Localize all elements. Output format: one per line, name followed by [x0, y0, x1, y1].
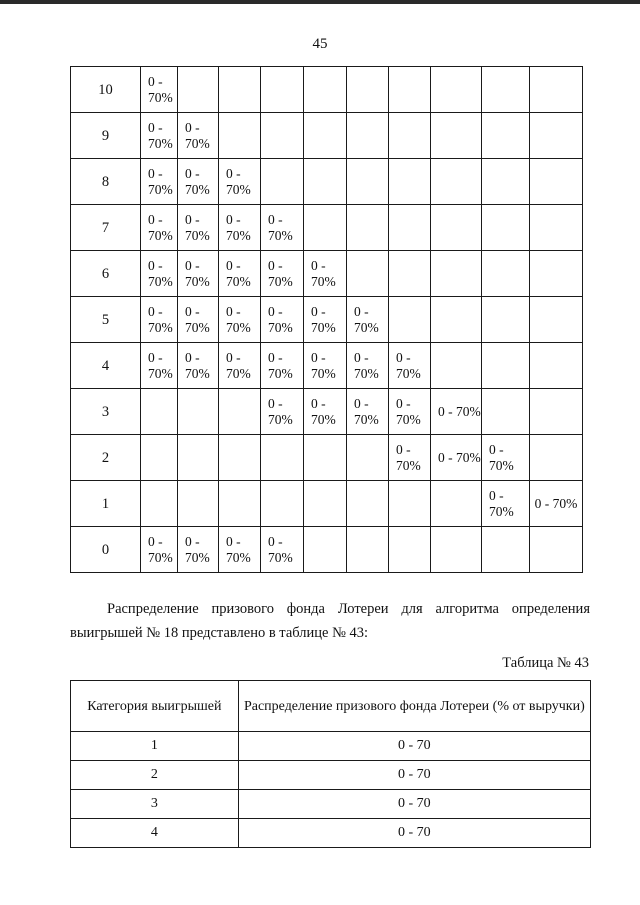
prize-distribution-grid: [70, 66, 583, 573]
grid-cell: 0 - 70%: [141, 205, 178, 251]
value-cell: 0 - 70: [238, 790, 590, 819]
grid-cell: [530, 343, 583, 389]
grid-cell: [431, 481, 482, 527]
grid-cell: [530, 527, 583, 573]
grid-cell: [530, 113, 583, 159]
grid-cell: 0 - 70%: [178, 205, 219, 251]
grid-cell: [530, 389, 583, 435]
grid-cell: 0 - 70%: [178, 251, 219, 297]
grid-cell: 0 - 70%: [261, 343, 304, 389]
grid-cell: [219, 435, 261, 481]
grid-cell: 0 - 70%: [347, 297, 389, 343]
grid-cell: [389, 67, 431, 113]
grid-cell: [431, 67, 482, 113]
distribution-row: [71, 732, 591, 761]
grid-cell: [389, 113, 431, 159]
grid-row-label: 2: [71, 435, 141, 481]
value-cell: 0 - 70: [238, 732, 590, 761]
grid-cell: [347, 67, 389, 113]
grid-cell: [482, 113, 530, 159]
grid-row: [71, 297, 583, 343]
grid-cell: 0 - 70%: [304, 389, 347, 435]
grid-cell: [261, 113, 304, 159]
grid-cell: 0 - 70%: [141, 159, 178, 205]
page-top-edge: [0, 0, 640, 4]
grid-cell: 0 - 70%: [261, 527, 304, 573]
grid-cell: [389, 251, 431, 297]
grid-row-label: 10: [71, 67, 141, 113]
grid-cell: [347, 113, 389, 159]
value-cell: 0 - 70: [238, 761, 590, 790]
grid-cell: [431, 343, 482, 389]
grid-row-label: 0: [71, 527, 141, 573]
category-cell: 4: [71, 819, 239, 848]
grid-cell: 0 - 70%: [304, 297, 347, 343]
grid-cell: 0 - 70%: [219, 251, 261, 297]
grid-cell: 0 - 70%: [219, 159, 261, 205]
grid-cell: [530, 251, 583, 297]
grid-row: [71, 343, 583, 389]
grid-cell: [219, 113, 261, 159]
grid-cell: [530, 205, 583, 251]
grid-cell: 0 - 70%: [389, 343, 431, 389]
grid-cell: [304, 435, 347, 481]
grid-cell: 0 - 70%: [431, 389, 482, 435]
grid-cell: [431, 113, 482, 159]
grid-cell: [261, 159, 304, 205]
grid-cell: [304, 159, 347, 205]
grid-cell: 0 - 70%: [482, 435, 530, 481]
grid-cell: 0 - 70%: [141, 343, 178, 389]
grid-cell: [141, 481, 178, 527]
grid-row: [71, 435, 583, 481]
grid-cell: 0 - 70%: [178, 159, 219, 205]
distribution-row: [71, 790, 591, 819]
grid-cell: [431, 297, 482, 343]
grid-row-label: 7: [71, 205, 141, 251]
grid-cell: [141, 389, 178, 435]
grid-row: [71, 205, 583, 251]
grid-cell: [389, 297, 431, 343]
grid-cell: 0 - 70%: [219, 527, 261, 573]
grid-cell: [141, 435, 178, 481]
grid-cell: [482, 251, 530, 297]
grid-row: [71, 527, 583, 573]
grid-cell: 0 - 70%: [389, 389, 431, 435]
grid-cell: [304, 205, 347, 251]
table-caption: Таблица № 43: [502, 655, 589, 671]
grid-cell: 0 - 70%: [389, 435, 431, 481]
distribution-row: [71, 819, 591, 848]
grid-cell: [347, 205, 389, 251]
header-distribution: Распределение призового фонда Лотереи (% от выручки): [238, 681, 590, 732]
grid-cell: [347, 435, 389, 481]
grid-cell: 0 - 70%: [431, 435, 482, 481]
grid-row-label: 1: [71, 481, 141, 527]
grid-row-label: 8: [71, 159, 141, 205]
grid-cell: [178, 481, 219, 527]
grid-row: [71, 113, 583, 159]
grid-cell: [431, 251, 482, 297]
grid-row-label: 4: [71, 343, 141, 389]
grid-cell: [482, 159, 530, 205]
grid-cell: [304, 481, 347, 527]
grid-cell: 0 - 70%: [347, 389, 389, 435]
header-category: Категория выигрышей: [71, 681, 239, 732]
grid-cell: 0 - 70%: [141, 527, 178, 573]
grid-cell: [178, 435, 219, 481]
grid-cell: [431, 527, 482, 573]
grid-row: [71, 481, 583, 527]
category-cell: 3: [71, 790, 239, 819]
grid-cell: [482, 297, 530, 343]
grid-cell: [261, 435, 304, 481]
grid-cell: [389, 481, 431, 527]
grid-cell: 0 - 70%: [141, 67, 178, 113]
grid-cell: 0 - 70%: [141, 251, 178, 297]
grid-cell: [178, 67, 219, 113]
grid-cell: [261, 67, 304, 113]
grid-cell: [219, 481, 261, 527]
grid-cell: [530, 435, 583, 481]
grid-cell: [304, 67, 347, 113]
page-number: 45: [312, 36, 328, 52]
distribution-table: [70, 680, 591, 848]
grid-cell: [482, 67, 530, 113]
grid-cell: [530, 67, 583, 113]
category-cell: 1: [71, 732, 239, 761]
grid-cell: 0 - 70%: [261, 205, 304, 251]
paragraph-line-1: Распределение призового фонда Лотереи для алгоритма определения: [107, 601, 590, 617]
grid-row: [71, 389, 583, 435]
grid-cell: 0 - 70%: [482, 481, 530, 527]
grid-row-label: 9: [71, 113, 141, 159]
grid-cell: 0 - 70%: [178, 113, 219, 159]
grid-cell: 0 - 70%: [219, 297, 261, 343]
distribution-header-row: [71, 681, 591, 732]
grid-cell: [389, 205, 431, 251]
grid-cell: 0 - 70%: [261, 389, 304, 435]
grid-cell: [482, 389, 530, 435]
grid-cell: [389, 527, 431, 573]
grid-cell: [304, 527, 347, 573]
grid-cell: [347, 251, 389, 297]
grid-cell: 0 - 70%: [141, 113, 178, 159]
grid-cell: 0 - 70%: [530, 481, 583, 527]
grid-cell: 0 - 70%: [261, 297, 304, 343]
intro-paragraph: [70, 597, 590, 645]
grid-cell: 0 - 70%: [219, 205, 261, 251]
grid-cell: 0 - 70%: [178, 343, 219, 389]
grid-cell: 0 - 70%: [219, 343, 261, 389]
grid-row: [71, 159, 583, 205]
grid-cell: 0 - 70%: [304, 343, 347, 389]
grid-cell: [482, 343, 530, 389]
distribution-body: [71, 732, 591, 848]
grid-cell: [482, 527, 530, 573]
grid-cell: [530, 159, 583, 205]
grid-cell: [482, 205, 530, 251]
grid-cell: [389, 159, 431, 205]
grid-cell: [347, 159, 389, 205]
grid-cell: 0 - 70%: [141, 297, 178, 343]
value-cell: 0 - 70: [238, 819, 590, 848]
grid-cell: [261, 481, 304, 527]
grid-cell: [530, 297, 583, 343]
grid-row-label: 3: [71, 389, 141, 435]
paragraph-line-2: выигрышей № 18 представлено в таблице № 43:: [70, 625, 369, 641]
grid-cell: 0 - 70%: [178, 297, 219, 343]
grid-cell: [347, 481, 389, 527]
grid-cell: [304, 113, 347, 159]
grid-cell: 0 - 70%: [304, 251, 347, 297]
grid-cell: [219, 389, 261, 435]
grid-row-label: 6: [71, 251, 141, 297]
grid-cell: [219, 67, 261, 113]
category-cell: 2: [71, 761, 239, 790]
grid-cell: [431, 159, 482, 205]
grid-cell: 0 - 70%: [178, 527, 219, 573]
grid-cell: [431, 205, 482, 251]
grid-cell: 0 - 70%: [261, 251, 304, 297]
grid-row: [71, 67, 583, 113]
grid-body: [71, 67, 583, 573]
distribution-row: [71, 761, 591, 790]
grid-cell: [347, 527, 389, 573]
grid-cell: 0 - 70%: [347, 343, 389, 389]
grid-row-label: 5: [71, 297, 141, 343]
grid-row: [71, 251, 583, 297]
grid-cell: [178, 389, 219, 435]
